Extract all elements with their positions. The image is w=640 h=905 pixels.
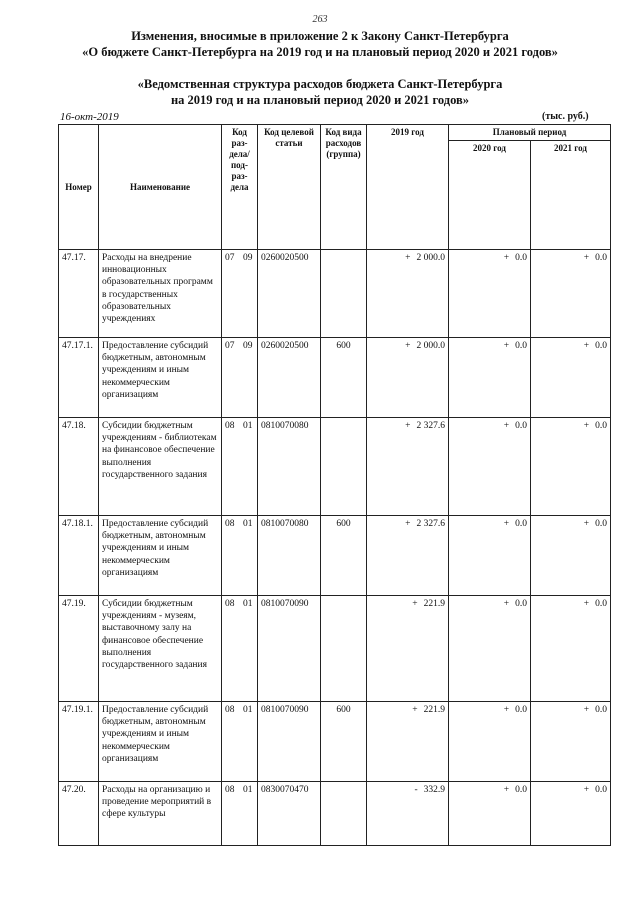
- row-amount-2020: [449, 516, 531, 596]
- row-number: 47.18.: [59, 418, 99, 516]
- row-target-code: 0830070470: [258, 782, 321, 846]
- subsection-code: 01: [243, 519, 253, 529]
- row-number: 47.19.: [59, 596, 99, 702]
- row-section-code: [222, 702, 258, 782]
- row-amount-2019: [367, 338, 449, 418]
- row-number: 47.19.1.: [59, 702, 99, 782]
- amount-value: 0.0: [515, 341, 527, 351]
- row-amount-2020: [449, 596, 531, 702]
- document-subtitle: [0, 76, 640, 108]
- amount-sign: +: [412, 599, 418, 609]
- row-name: Расходы на организацию и проведение мероприятий в сфере культуры: [99, 782, 222, 846]
- amount-value: 0.0: [515, 253, 527, 263]
- table-row: [59, 702, 611, 782]
- row-target-code: 0810070090: [258, 596, 321, 702]
- row-section-code: [222, 596, 258, 702]
- section-code: 08: [225, 705, 235, 715]
- subtitle-line: на 2019 год и на плановый период 2020 и 2021 годов»: [170, 93, 470, 107]
- table-header-row: [59, 125, 611, 141]
- section-code: 07: [225, 253, 235, 263]
- amount-sign: +: [583, 421, 590, 431]
- amount-sign: +: [583, 341, 590, 351]
- row-amount-2020: [449, 702, 531, 782]
- amount-value: 0.0: [515, 519, 527, 529]
- row-number: 47.17.1.: [59, 338, 99, 418]
- row-amount-2019: [367, 782, 449, 846]
- row-name: Предоставление субсидий бюджетным, автономным учреждениям и иным некоммерческим организациям: [99, 338, 222, 418]
- amount-sign: +: [583, 785, 590, 795]
- row-amount-2021: [531, 782, 611, 846]
- amount-value: 221.9: [423, 599, 445, 609]
- column-header-2019: 2019 год: [367, 125, 449, 250]
- amount-value: 332.9: [423, 785, 445, 795]
- row-expense-type: [321, 418, 367, 516]
- row-amount-2020: [449, 418, 531, 516]
- section-code: 07: [225, 341, 235, 351]
- amount-value: 0.0: [595, 705, 607, 715]
- amount-value: 2 000.0: [416, 341, 445, 351]
- section-code: 08: [225, 421, 235, 431]
- table-row: [59, 782, 611, 846]
- column-header-section: Код раз- дела/ под- раз- дела: [222, 125, 258, 250]
- amount-sign: +: [405, 253, 411, 263]
- amount-value: 0.0: [595, 421, 607, 431]
- amount-sign: +: [503, 421, 510, 431]
- title-line: Изменения, вносимые в приложение 2 к Закону Санкт-Петербурга: [131, 29, 509, 43]
- row-section-code: [222, 250, 258, 338]
- row-amount-2021: [531, 250, 611, 338]
- row-amount-2021: [531, 338, 611, 418]
- table-row: [59, 418, 611, 516]
- row-expense-type: [321, 782, 367, 846]
- amount-value: 0.0: [595, 253, 607, 263]
- title-line: «О бюджете Санкт-Петербурга на 2019 год и на плановый период 2020 и 2021 годов»: [82, 45, 558, 59]
- column-header-2021: 2021 год: [531, 141, 611, 250]
- unit-label: (тыс. руб.): [542, 111, 589, 122]
- row-amount-2021: [531, 516, 611, 596]
- amount-value: 0.0: [595, 599, 607, 609]
- row-expense-type: 600: [321, 516, 367, 596]
- amount-sign: +: [583, 253, 590, 263]
- row-amount-2019: [367, 250, 449, 338]
- row-target-code: 0810070090: [258, 702, 321, 782]
- subsection-code: 01: [243, 599, 253, 609]
- row-amount-2020: [449, 782, 531, 846]
- table-row: [59, 516, 611, 596]
- row-section-code: [222, 338, 258, 418]
- row-amount-2019: [367, 516, 449, 596]
- amount-value: 0.0: [515, 705, 527, 715]
- subsection-code: 01: [243, 421, 253, 431]
- amount-value: 221.9: [423, 705, 445, 715]
- section-code: 08: [225, 519, 235, 529]
- row-amount-2020: [449, 250, 531, 338]
- amount-sign: +: [503, 253, 510, 263]
- table-row: [59, 596, 611, 702]
- row-name: Субсидии бюджетным учреждениям - библиотекам на финансовое обеспечение выполнения государственного задания: [99, 418, 222, 516]
- row-amount-2021: [531, 702, 611, 782]
- amount-sign: +: [583, 599, 590, 609]
- row-target-code: 0260020500: [258, 250, 321, 338]
- subsection-code: 09: [243, 253, 253, 263]
- table-row: [59, 338, 611, 418]
- row-expense-type: 600: [321, 338, 367, 418]
- amount-sign: +: [583, 705, 590, 715]
- section-code: 08: [225, 785, 235, 795]
- amount-value: 0.0: [515, 599, 527, 609]
- amount-sign: -: [414, 785, 418, 795]
- page-number: 263: [312, 14, 328, 25]
- row-name: Предоставление субсидий бюджетным, автономным учреждениям и иным некоммерческим организациям: [99, 702, 222, 782]
- row-number: 47.18.1.: [59, 516, 99, 596]
- row-number: 47.20.: [59, 782, 99, 846]
- amount-sign: +: [503, 785, 510, 795]
- amount-sign: +: [503, 599, 510, 609]
- document-date: 16-окт-2019: [60, 111, 119, 123]
- amount-value: 2 327.6: [416, 421, 445, 431]
- row-target-code: 0260020500: [258, 338, 321, 418]
- row-amount-2021: [531, 596, 611, 702]
- row-target-code: 0810070080: [258, 418, 321, 516]
- row-amount-2019: [367, 418, 449, 516]
- row-expense-type: [321, 596, 367, 702]
- amount-sign: +: [503, 519, 510, 529]
- subsection-code: 01: [243, 705, 253, 715]
- row-name: Субсидии бюджетным учреждениям - музеям, выставочному залу на финансовое обеспечение выполнения государственного задания: [99, 596, 222, 702]
- row-target-code: 0810070080: [258, 516, 321, 596]
- row-name: Расходы на внедрение инновационных образовательных программ в государственных образовательных учреждениях: [99, 250, 222, 338]
- column-header-number: Номер: [59, 125, 99, 250]
- amount-sign: +: [405, 421, 411, 431]
- amount-value: 0.0: [595, 341, 607, 351]
- section-code: 08: [225, 599, 235, 609]
- row-expense-type: 600: [321, 702, 367, 782]
- amount-sign: +: [412, 705, 418, 715]
- row-section-code: [222, 418, 258, 516]
- column-header-expense-type: Код вида расходов (группа): [321, 125, 367, 250]
- subsection-code: 09: [243, 341, 253, 351]
- row-name: Предоставление субсидий бюджетным, автономным учреждениям и иным некоммерческим организациям: [99, 516, 222, 596]
- row-section-code: [222, 516, 258, 596]
- budget-table: [58, 124, 611, 846]
- table-row: [59, 250, 611, 338]
- row-amount-2019: [367, 596, 449, 702]
- row-number: 47.17.: [59, 250, 99, 338]
- column-header-name: Наименование: [99, 125, 222, 250]
- amount-value: 0.0: [595, 519, 607, 529]
- subsection-code: 01: [243, 785, 253, 795]
- row-amount-2021: [531, 418, 611, 516]
- amount-value: 0.0: [595, 785, 607, 795]
- column-header-2020: 2020 год: [449, 141, 531, 250]
- subtitle-line: «Ведомственная структура расходов бюджета Санкт-Петербурга: [137, 77, 503, 91]
- amount-sign: +: [405, 341, 411, 351]
- amount-value: 2 327.6: [416, 519, 445, 529]
- amount-value: 2 000.0: [416, 253, 445, 263]
- amount-sign: +: [503, 705, 510, 715]
- amount-sign: +: [405, 519, 411, 529]
- row-amount-2019: [367, 702, 449, 782]
- amount-sign: +: [503, 341, 510, 351]
- document-title: [0, 28, 640, 60]
- column-header-target: Код целевой статьи: [258, 125, 321, 250]
- amount-sign: +: [583, 519, 590, 529]
- amount-value: 0.0: [515, 785, 527, 795]
- row-amount-2020: [449, 338, 531, 418]
- row-expense-type: [321, 250, 367, 338]
- column-header-planned: Плановый период: [449, 125, 611, 141]
- row-section-code: [222, 782, 258, 846]
- amount-value: 0.0: [515, 421, 527, 431]
